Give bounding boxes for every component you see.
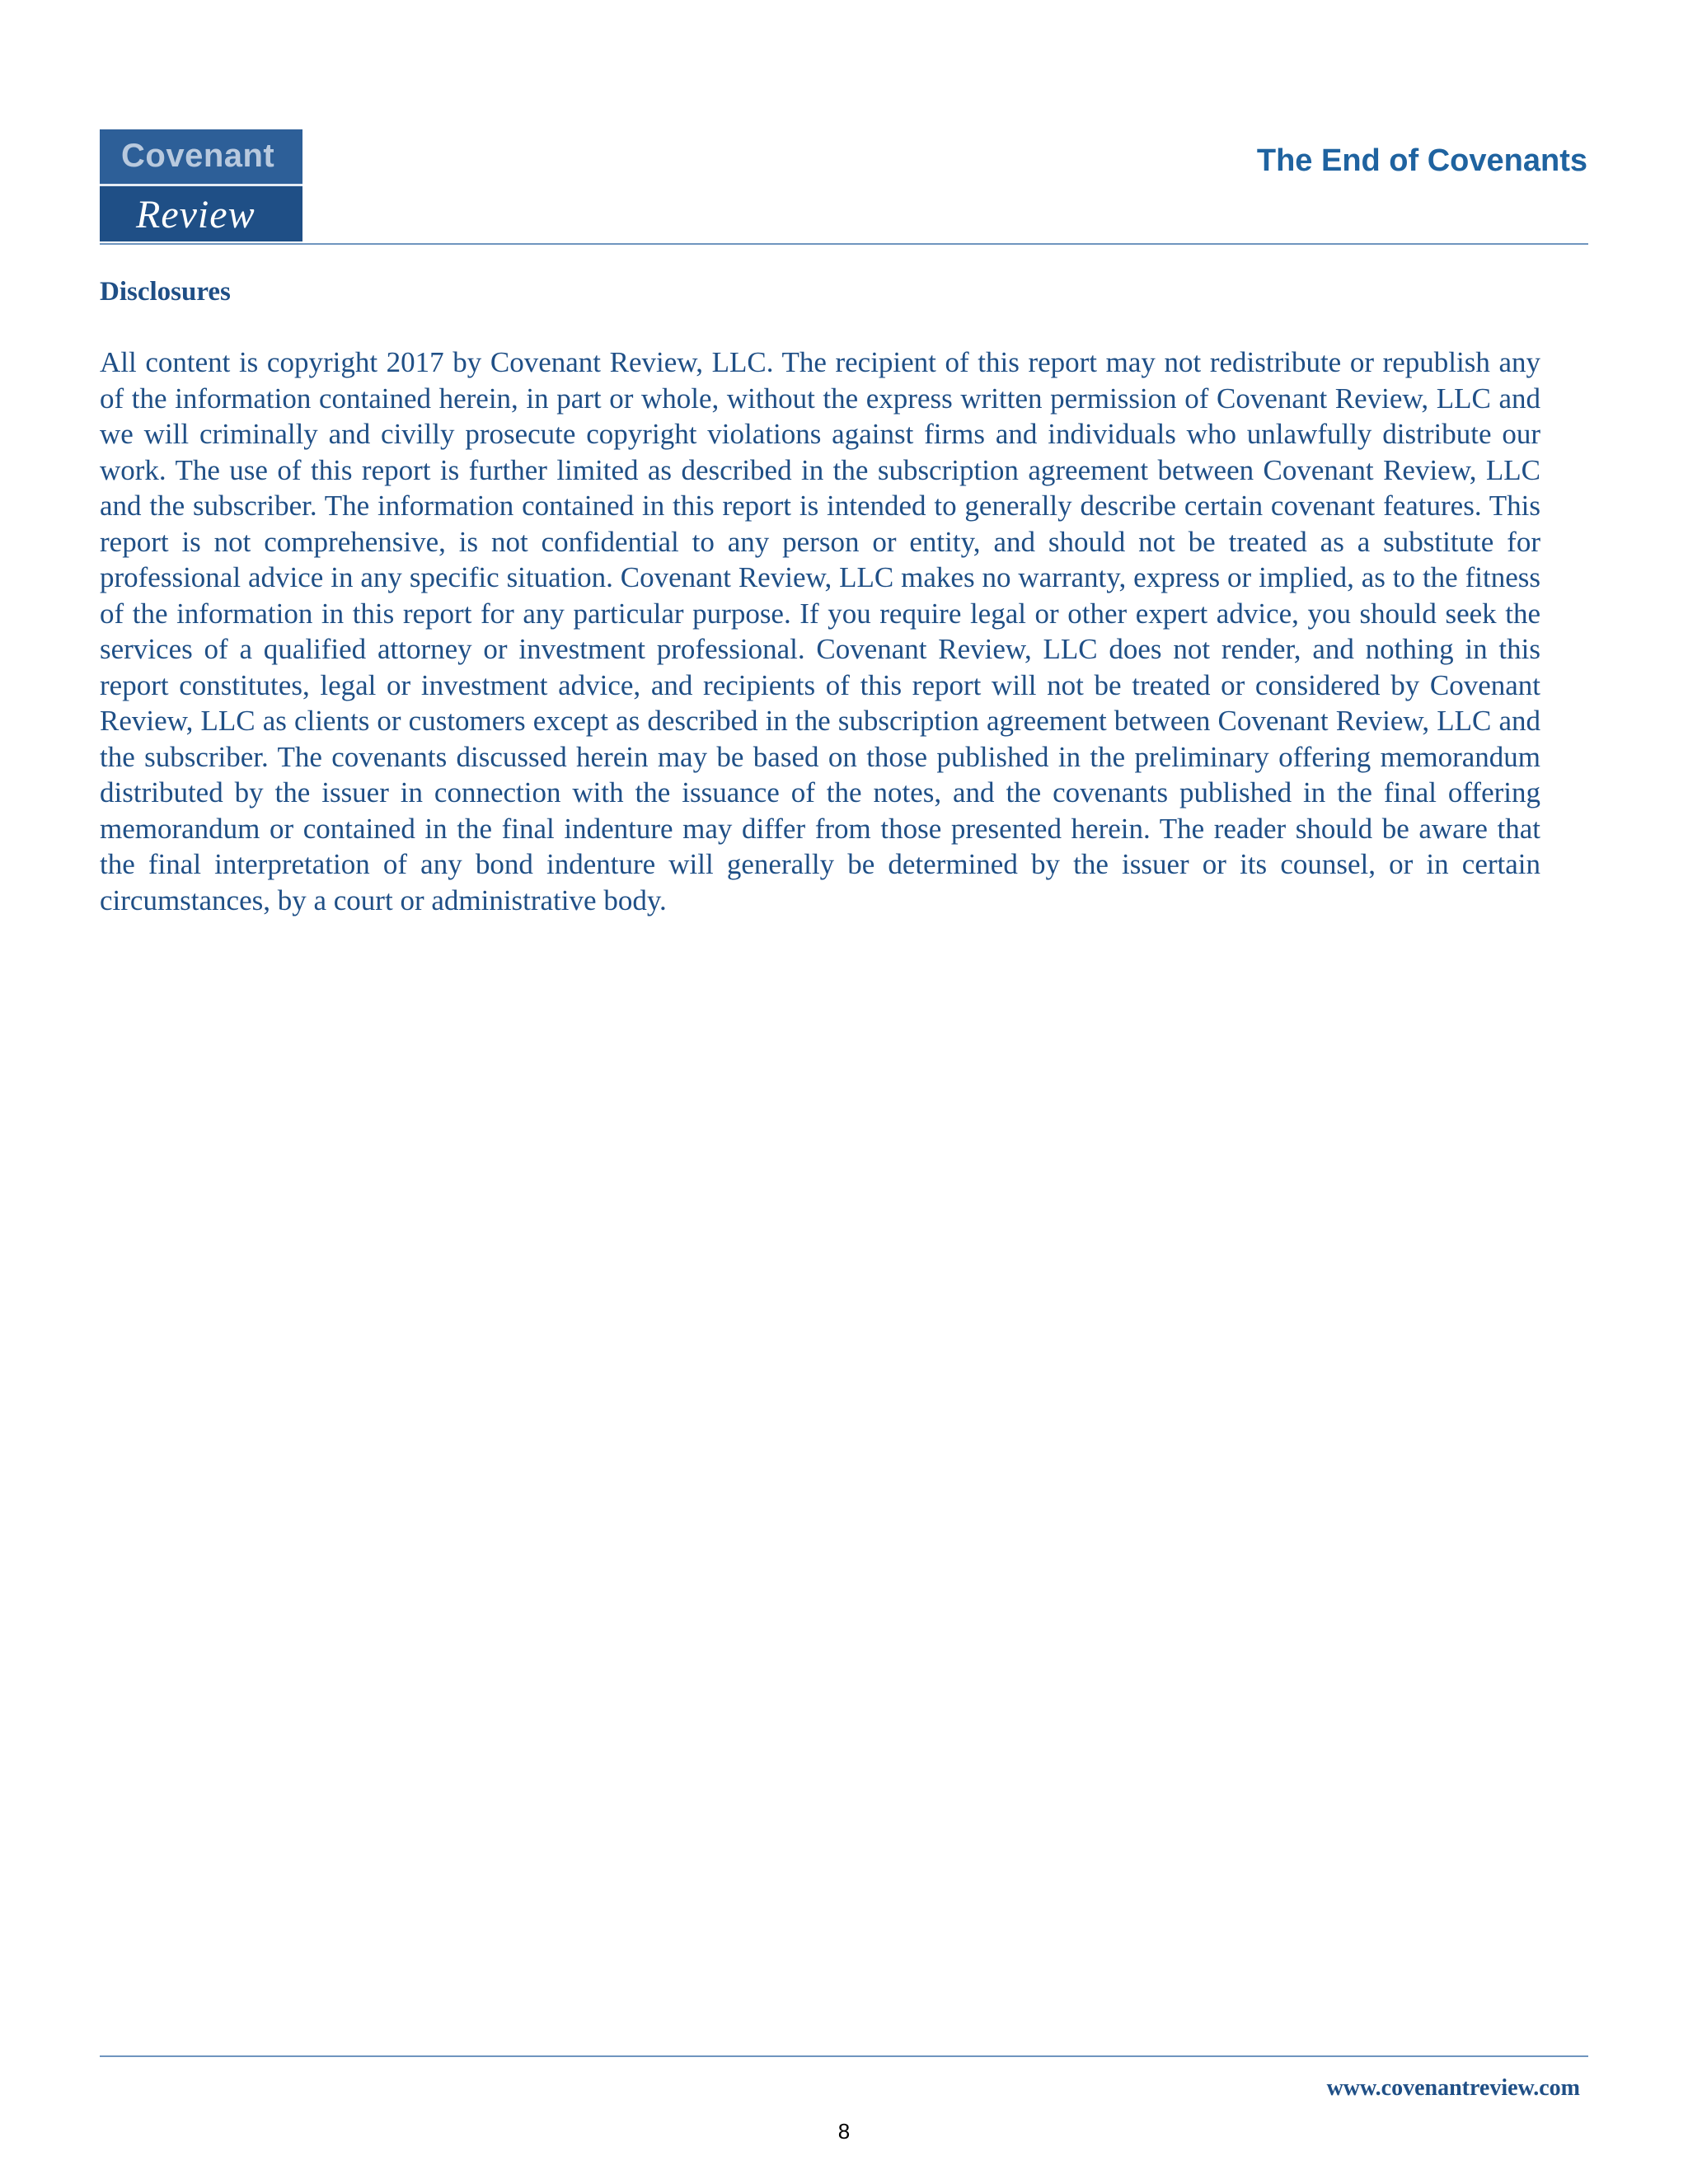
logo-bottom-text: Review: [136, 193, 256, 237]
page-number: 8: [837, 2119, 851, 2144]
section-heading: Disclosures: [100, 277, 231, 307]
footer-divider: [100, 2055, 1588, 2057]
footer-website-link[interactable]: www.covenantreview.com: [1326, 2075, 1580, 2101]
header-divider: [100, 243, 1588, 245]
covenant-review-logo: [100, 129, 302, 241]
logo-top-band: [100, 129, 302, 184]
logo-bottom-band: [100, 186, 302, 241]
logo-top-text: Covenant: [121, 138, 275, 174]
report-title: The End of Covenants: [1256, 143, 1587, 178]
disclosure-paragraph: All content is copyright 2017 by Covenant Review, LLC. The recipient of this report may not redistribute or republish any of the information contained herein, in part or whole, without the express written permission of Covenant Review, LLC and we will criminally and civilly prosecute copyright violations against firms and individuals who unlawfully distribute our work. The use of this report is further limited as described in the subscription agreement between Covenant Review, LLC and the subscriber. The information contained in this report is intended to generally describe certain covenant features. This report is not comprehensive, is not confidential to any person or entity, and should not be treated as a substitute for professional advice in any specific situation. Covenant Review, LLC makes no warranty, express or implied, as to the fitness of the information in this report for any particular purpose. If you require legal or other expert advice, you should seek the services of a qualified attorney or investment professional. Covenant Review, LLC does not render, and nothing in this report constitutes, legal or investment advice, and recipients of this report will not be treated or considered by Covenant Review, LLC as clients or customers except as described in the subscription agreement between Covenant Review, LLC and the subscriber. The covenants discussed herein may be based on those published in the preliminary offering memorandum distributed by the issuer in connection with the issuance of the notes, and the covenants published in the final offering memorandum or contained in the final indenture may differ from those presented herein. The reader should be aware that the final interpretation of any bond indenture will generally be determined by the issuer or its counsel, or in certain circumstances, by a court or administrative body.: [100, 346, 1540, 916]
